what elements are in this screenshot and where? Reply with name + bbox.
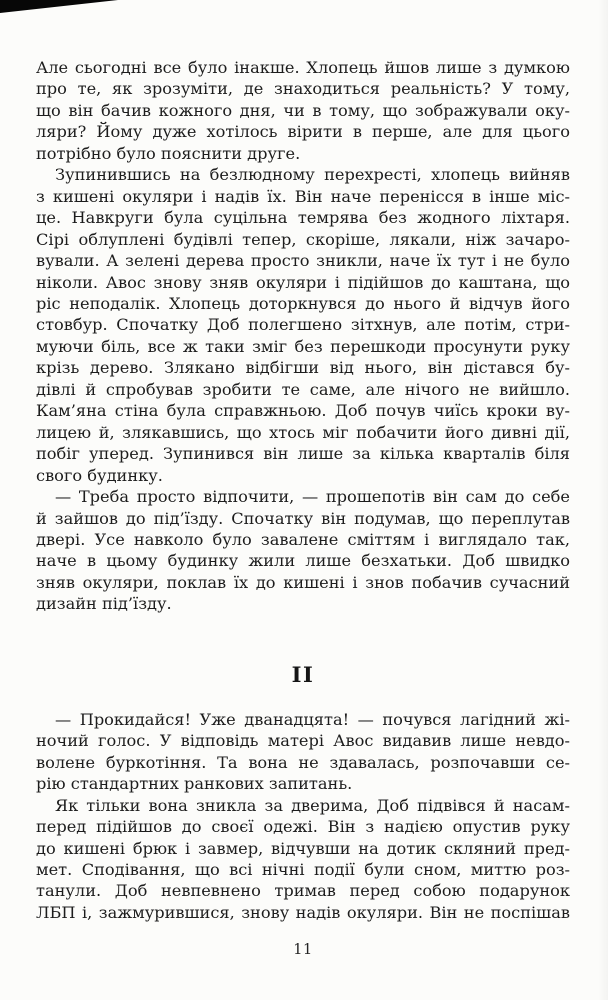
- text-line: ЛБП і, зажмурившися, знову надів окуляри. Він не поспішав: [36, 902, 570, 922]
- text-line: — Прокидайся! Уже дванадцята! — почувся лагідний жі-: [55, 709, 570, 729]
- paragraph: [36, 709, 570, 795]
- text-line: ляри? Йому дуже хотілось вірити в перше, але для цього: [36, 122, 570, 142]
- text-line: потрібно було пояснити друге.: [36, 143, 301, 163]
- text-line: про те, як зрозуміти, де знаходиться реальність? У тому,: [36, 79, 570, 99]
- paragraph: [36, 57, 570, 164]
- text-line: рію стандартних ранкових запитань.: [36, 774, 353, 794]
- text-line: побіг уперед. Зупинився він лише за кілька кварталів біля: [36, 444, 570, 464]
- text-line: Сірі облуплені будівлі тепер, скоріше, лякали, ніж зачаро-: [36, 229, 570, 249]
- text-line: Кам’яна стіна була справжньою. Доб почув чиїсь кроки ву-: [36, 401, 570, 421]
- scan-corner-artifact: [0, 0, 118, 13]
- text-line: з кишені окуляри і надів їх. Він наче перенісся в інше міс-: [36, 186, 570, 206]
- paragraph: [36, 164, 570, 486]
- text-line: мет. Сподівання, що всі нічні події були сном, миттю роз-: [36, 859, 570, 879]
- text-line: й зайшов до під’їзду. Спочатку він подумав, що переплутав: [36, 508, 570, 528]
- text-line: вували. А зелені дерева просто зникли, наче їх тут і не було: [36, 251, 570, 271]
- text-line: крізь дерево. Злякано відбігши від нього, він дістався бу-: [36, 358, 570, 378]
- text-line: наче в цьому будинку жили лише безхатьки. Доб швидко: [36, 551, 570, 571]
- text-line: зняв окуляри, поклав їх до кишені і знов побачив сучасний: [36, 572, 570, 592]
- text-line: свого будинку.: [36, 465, 163, 485]
- text-line: ріс неподалік. Хлопець доторкнувся до нього й відчув його: [36, 293, 570, 313]
- text-line: Зупинившись на безлюдному перехресті, хлопець вийняв: [55, 165, 570, 185]
- text-line: волене буркотіння. Та вона не здавалась, розпочавши се-: [36, 752, 570, 772]
- text-line: дівлі й спробував зробити те саме, але нічого не вийшло.: [36, 379, 570, 399]
- text-line: муючи біль, все ж таки зміг без перешкоди просунути руку: [36, 336, 570, 356]
- text-line: стовбур. Спочатку Доб полегшено зітхнув, але потім, стри-: [36, 315, 570, 335]
- text-line: Як тільки вона зникла за дверима, Доб підвівся й насам-: [55, 795, 570, 815]
- page-number: 11: [293, 942, 313, 958]
- text-line: Але сьогодні все було інакше. Хлопець йшов лише з думкою: [36, 58, 570, 77]
- text-line: перед підійшов до своєї одежі. Він з надією опустив руку: [36, 817, 570, 837]
- text-line: ніколи. Авос знову зняв окуляри і підійшов до каштана, що: [36, 272, 570, 292]
- text-line: що він бачив кожного дня, чи в тому, що зображували оку-: [36, 100, 570, 120]
- text-line: — Треба просто відпочити, — прошепотів він сам до себе: [55, 487, 570, 507]
- chapter-heading: II: [291, 661, 315, 687]
- text-line: двері. Усе навколо було завалене сміттям і виглядало так,: [36, 529, 570, 549]
- paragraph: [36, 486, 570, 615]
- text-line: до кишені брюк і завмер, відчувши на дотик скляний пред-: [36, 838, 570, 858]
- paragraph: [36, 795, 570, 924]
- scan-edge-shade: [598, 0, 608, 1000]
- text-line: танули. Доб невпевнено тримав перед собою подарунок: [36, 881, 570, 901]
- text-line: дизайн під’їзду.: [36, 594, 172, 614]
- text-line: це. Навкруги була суцільна темрява без жодного ліхтаря.: [36, 208, 570, 228]
- text-line: лицею й, злякавшись, що хтось міг побачити його дивні дії,: [36, 422, 570, 442]
- text-line: ночий голос. У відповідь матері Авос видавив лише невдо-: [36, 731, 570, 751]
- page-text-block: [36, 57, 570, 923]
